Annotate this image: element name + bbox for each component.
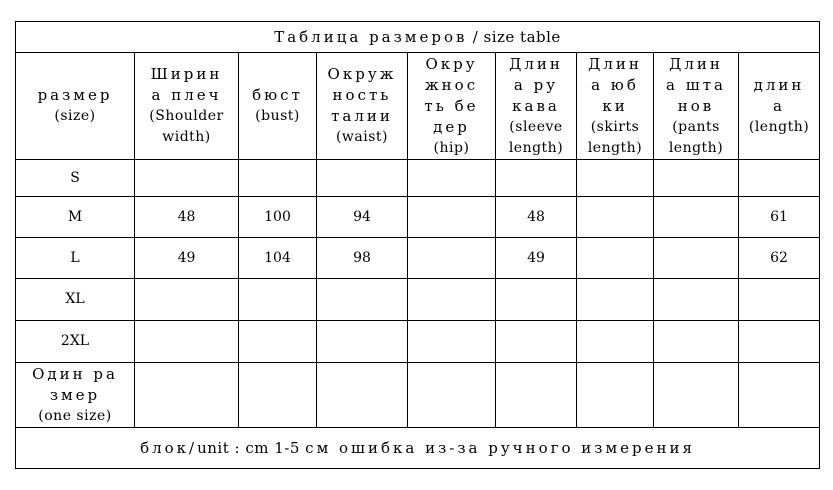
cell-waist: [317, 363, 408, 428]
row-size-label: 2XL: [16, 321, 135, 363]
footer-en-unit: unit : cm 1-5: [197, 438, 306, 457]
footer-ru-unit: блок/: [140, 438, 198, 457]
header-waist-en: (waist): [335, 129, 389, 145]
header-length-ru: длин а: [753, 75, 805, 115]
one-size-ru: Один ра змер: [32, 364, 118, 404]
cell-hip: [408, 279, 496, 321]
header-sleeve-en: (sleeve length): [508, 118, 564, 156]
cell-skirts: [577, 238, 654, 279]
cell-shoulder: [135, 279, 239, 321]
cell-length: [739, 363, 820, 428]
cell-pants: [654, 279, 739, 321]
cell-pants: [654, 238, 739, 279]
cell-bust: [239, 363, 317, 428]
cell-bust: 100: [239, 197, 317, 238]
cell-shoulder: 49: [135, 238, 239, 279]
title-en: size table: [483, 27, 561, 46]
cell-pants: [654, 197, 739, 238]
header-skirts-ru: Длин а юб ки: [588, 54, 642, 115]
cell-waist: 98: [317, 238, 408, 279]
table-footer-note: [16, 428, 820, 469]
cell-skirts: [577, 197, 654, 238]
cell-pants: [654, 321, 739, 363]
row-size-label: [16, 363, 135, 428]
cell-pants: [654, 160, 739, 197]
header-skirts: [577, 53, 654, 160]
header-bust-en: (bust): [255, 108, 300, 124]
cell-shoulder: [135, 363, 239, 428]
header-shoulder-ru: Ширин а плеч: [150, 65, 223, 104]
table-row: [16, 160, 820, 197]
header-length: [739, 53, 820, 160]
row-size-label: S: [16, 160, 135, 197]
cell-length: [739, 279, 820, 321]
header-size-ru: размер: [37, 86, 113, 104]
cell-sleeve: 48: [496, 197, 577, 238]
header-sleeve: [496, 53, 577, 160]
cell-sleeve: [496, 363, 577, 428]
header-pants: [654, 53, 739, 160]
title-ru: Таблица размеров: [274, 27, 468, 46]
cell-length: [739, 321, 820, 363]
cell-bust: [239, 160, 317, 197]
row-size-label: XL: [16, 279, 135, 321]
size-table-container: [15, 21, 820, 469]
header-shoulder-en: (Shoulder width): [149, 108, 224, 145]
cell-pants: [654, 363, 739, 428]
cell-shoulder: 48: [135, 197, 239, 238]
header-row: [16, 53, 820, 160]
cell-sleeve: 49: [496, 238, 577, 279]
cell-skirts: [577, 363, 654, 428]
header-pants-en: (pants length): [668, 118, 724, 156]
one-size-en: (one size): [38, 407, 112, 424]
cell-waist: [317, 160, 408, 197]
header-bust: [239, 53, 317, 160]
cell-waist: [317, 321, 408, 363]
cell-hip: [408, 363, 496, 428]
cell-bust: [239, 279, 317, 321]
row-size-label: L: [16, 238, 135, 279]
cell-hip: [408, 321, 496, 363]
cell-shoulder: [135, 160, 239, 197]
cell-sleeve: [496, 279, 577, 321]
header-waist: [317, 53, 408, 160]
table-row: [16, 321, 820, 363]
header-shoulder: [135, 53, 239, 160]
cell-skirts: [577, 160, 654, 197]
header-length-en: (length): [748, 118, 810, 135]
cell-waist: 94: [317, 197, 408, 238]
header-waist-ru: Окруж ность талии: [327, 65, 397, 125]
cell-length: 61: [739, 197, 820, 238]
row-size-label: M: [16, 197, 135, 238]
table-title: [16, 22, 820, 53]
header-sleeve-ru: Длин а ру кава: [509, 54, 563, 115]
table-row: [16, 363, 820, 428]
header-size: [16, 53, 135, 160]
header-hip: [408, 53, 496, 160]
table-row: [16, 238, 820, 279]
title-separator: /: [467, 27, 484, 46]
cell-length: [739, 160, 820, 197]
cell-bust: 104: [239, 238, 317, 279]
table-row: [16, 197, 820, 238]
header-hip-en: (hip): [433, 139, 470, 156]
table-row: [16, 279, 820, 321]
header-pants-ru: Длин а шта нов: [666, 54, 726, 115]
header-size-en: (size): [54, 108, 96, 124]
cell-skirts: [577, 321, 654, 363]
cell-sleeve: [496, 160, 577, 197]
header-bust-ru: бюст: [252, 86, 303, 104]
cell-hip: [408, 160, 496, 197]
header-hip-ru: Окру жнос ть бе дер: [424, 54, 479, 136]
size-table: [15, 21, 820, 469]
cell-waist: [317, 279, 408, 321]
cell-hip: [408, 197, 496, 238]
cell-length: 62: [739, 238, 820, 279]
cell-sleeve: [496, 321, 577, 363]
cell-shoulder: [135, 321, 239, 363]
cell-skirts: [577, 279, 654, 321]
cell-hip: [408, 238, 496, 279]
footer-ru-note: см ошибка из-за ручного измерения: [305, 438, 695, 457]
cell-bust: [239, 321, 317, 363]
header-skirts-en: (skirts length): [587, 118, 643, 156]
